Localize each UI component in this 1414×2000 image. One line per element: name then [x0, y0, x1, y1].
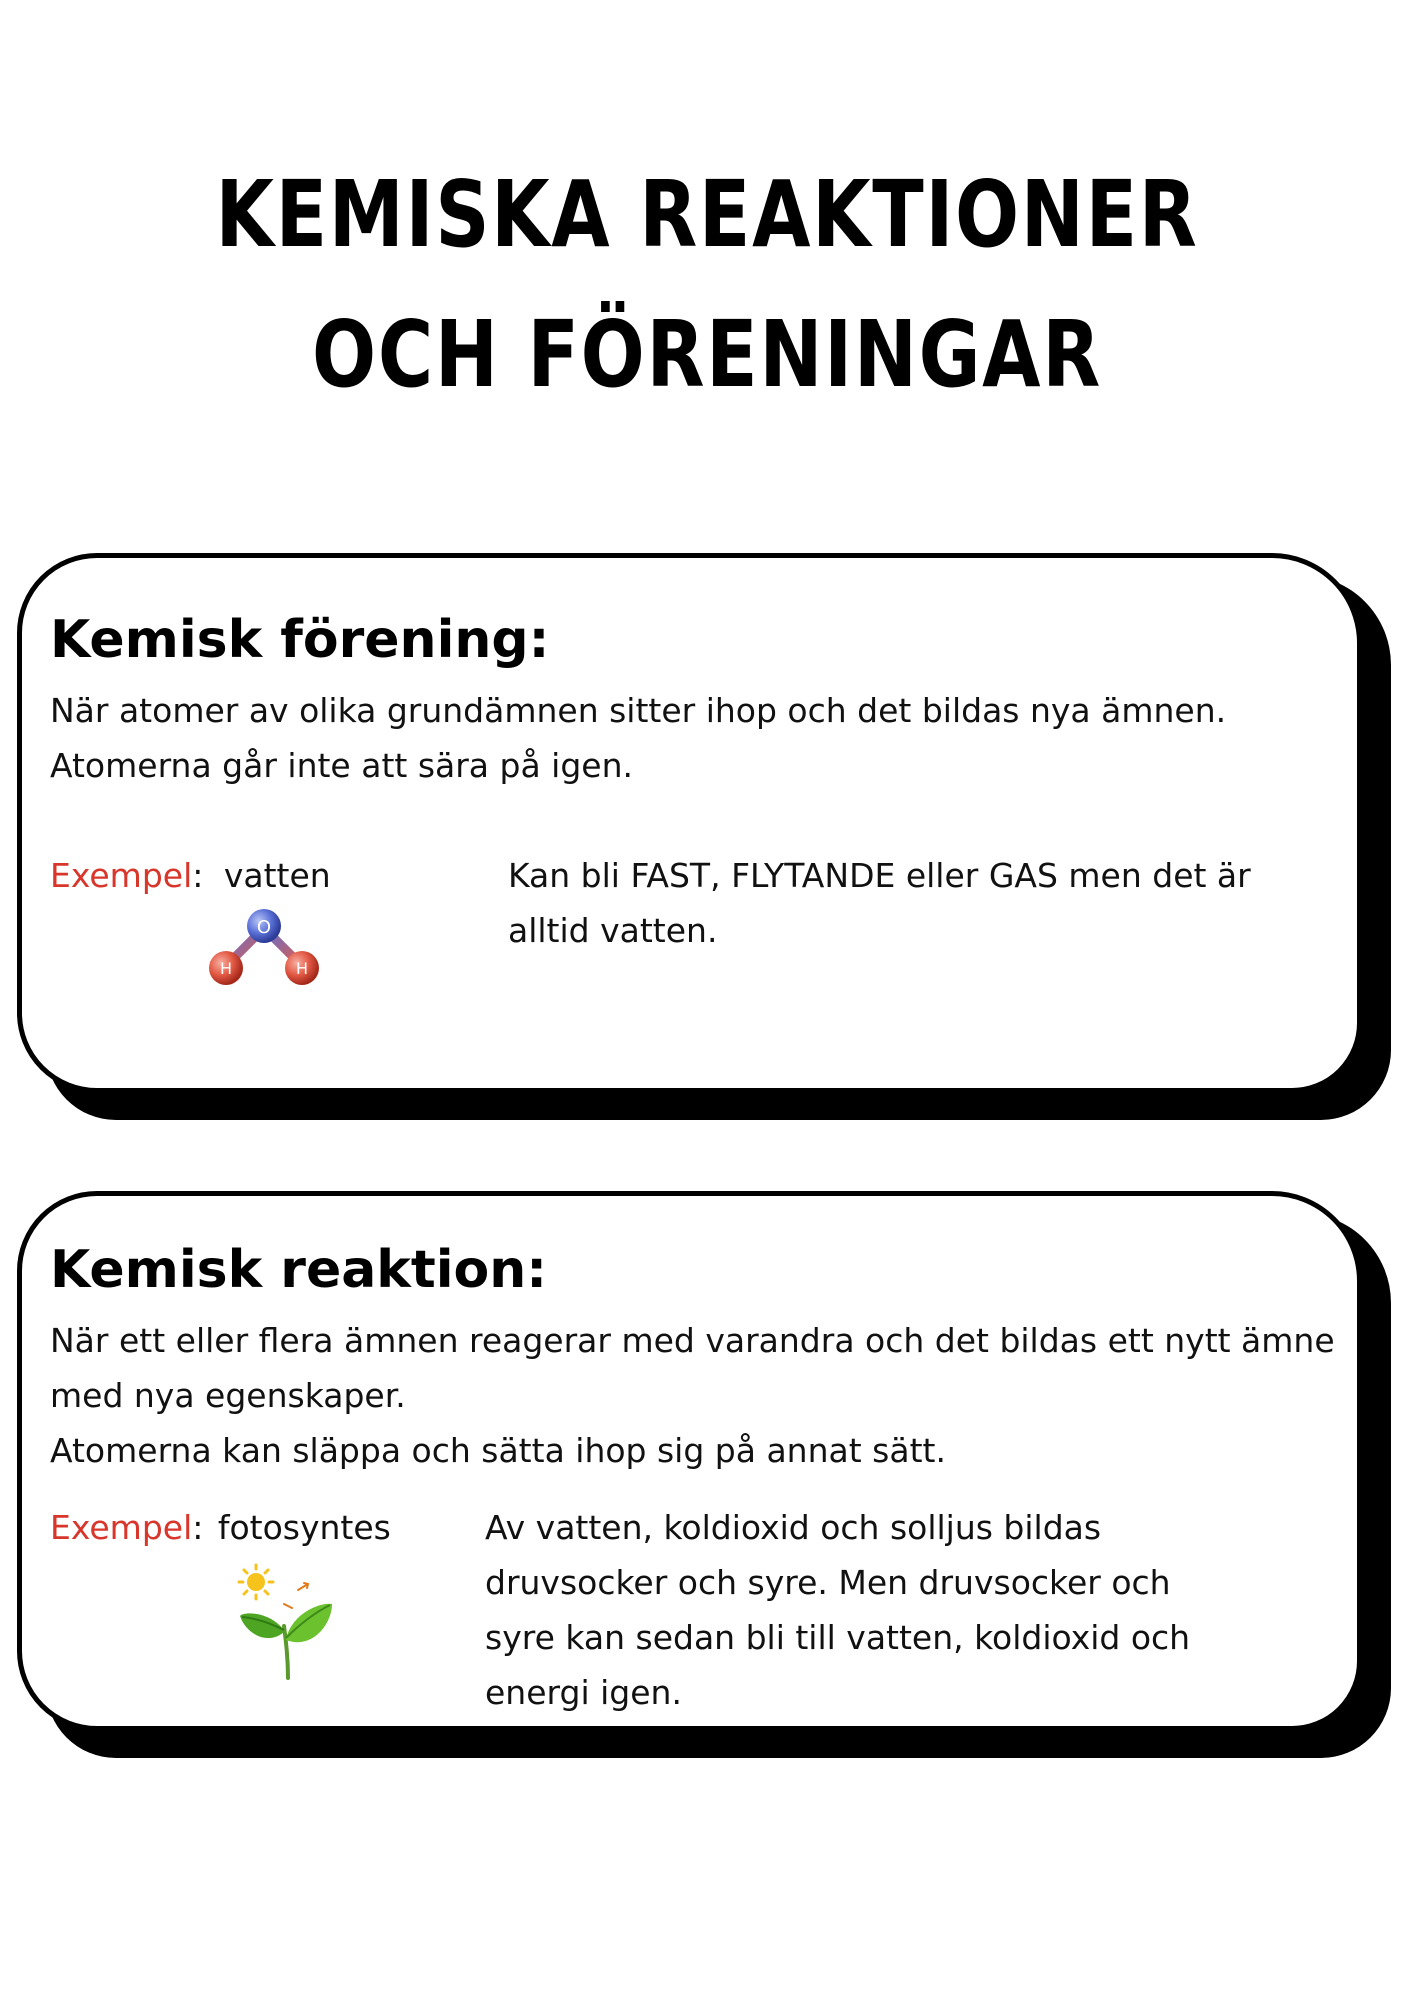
card-reaktion-side-line3: syre kan sedan bli till vatten, koldioxid och [485, 1618, 1191, 1657]
page-title-line2: OCH FÖRENINGAR [312, 301, 1102, 408]
card-reaktion-side-line4: energi igen. [485, 1673, 682, 1712]
card-reaktion-heading: Kemisk reaktion: [50, 1240, 548, 1300]
card-reaktion-text-line3: Atomerna kan släppa och sätta ihop sig på annat sätt. [50, 1431, 946, 1470]
page-title [127, 145, 1286, 425]
example-separator: : [192, 1508, 204, 1547]
card-reaktion-text-line1: När ett eller flera ämnen reagerar med varandra och det bildas ett nytt ämne [50, 1321, 1335, 1360]
water-molecule-icon [200, 900, 330, 990]
card-forening-side-line1: Kan bli FAST, FLYTANDE eller GAS men det är [508, 856, 1251, 895]
page-title-line1: KEMISKA REAKTIONER [215, 161, 1199, 268]
card-forening-example [50, 848, 331, 904]
card-forening-heading: Kemisk förening: [50, 610, 550, 670]
card-reaktion-side-line2: druvsocker och syre. Men druvsocker och [485, 1563, 1171, 1602]
example-label: Exempel [50, 856, 193, 895]
molecule-h-left-label: H [219, 959, 233, 978]
molecule-h-right-label: H [295, 959, 309, 978]
card-forening-text-line2: Atomerna går inte att sära på igen. [50, 746, 633, 785]
card-forening-side-line2: alltid vatten. [508, 911, 718, 950]
molecule-o-label: O [256, 917, 272, 938]
card-reaktion-side-line1: Av vatten, koldioxid och solljus bildas [485, 1508, 1102, 1547]
example-separator: : [192, 856, 204, 895]
card-forening-text-line1: När atomer av olika grundämnen sitter ihop och det bildas nya ämnen. [50, 691, 1227, 730]
sun-icon [239, 1565, 273, 1599]
example-value: vatten [223, 856, 331, 895]
example-label: Exempel [50, 1508, 193, 1547]
photosynthesis-plant-icon [228, 1560, 348, 1680]
example-value: fotosyntes [217, 1508, 391, 1547]
card-reaktion-text-line2: med nya egenskaper. [50, 1376, 406, 1415]
card-reaktion-example [50, 1500, 391, 1556]
